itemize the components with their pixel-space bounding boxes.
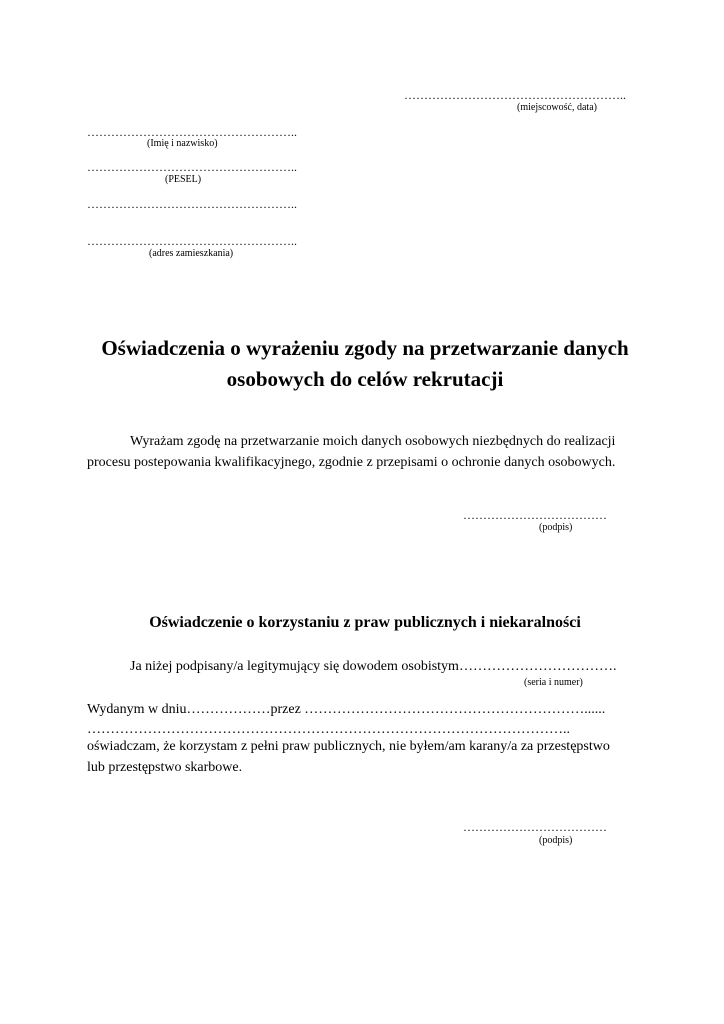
name-line: …………………………………………….. [87, 125, 297, 139]
statement-signature-label: (podpis) [539, 835, 573, 846]
place-date-label: (miejscowość, data) [517, 102, 597, 113]
statement-line-1: Ja niżej podpisany/a legitymujący się dowodem osobistym……………………………. [130, 659, 617, 674]
address-line-1: …………………………………………….. [87, 197, 297, 211]
name-label: (Imię i nazwisko) [147, 138, 218, 149]
consent-signature-label: (podpis) [539, 522, 573, 533]
place-date-line: ……………………………………………….. [404, 88, 626, 102]
statement-title: Oświadczenie o korzystaniu z praw publicznych i niekaralności [149, 614, 581, 631]
statement-line-4: oświadczam, że korzystam z pełni praw publicznych, nie byłem/am karany/a za przestępstwo [87, 739, 610, 754]
statement-line-5: lub przestępstwo skarbowe. [87, 760, 243, 775]
statement-signature-line: ……………………………… [463, 820, 607, 834]
id-number-label: (seria i numer) [524, 677, 583, 688]
consent-title-line-1: Oświadczenia o wyrażeniu zgody na przetwarzanie danych [101, 336, 629, 360]
statement-line-2: Wydanym w dniu………………przez ……………………………………………………...... [87, 702, 606, 717]
pesel-line: …………………………………………….. [87, 160, 297, 174]
address-label: (adres zamieszkania) [149, 248, 234, 259]
statement-line-3: ………………………………………………………………………………………….. [87, 722, 570, 737]
address-line-2: …………………………………………….. [87, 234, 297, 248]
consent-signature-line: ……………………………… [463, 508, 607, 522]
pesel-label: (PESEL) [165, 174, 202, 185]
consent-paragraph-line-1: Wyrażam zgodę na przetwarzanie moich danych osobowych niezbędnych do realizacji [130, 434, 616, 449]
consent-paragraph-line-2: procesu postepowania kwalifikacyjnego, zgodnie z przepisami o ochronie danych osobowych. [87, 455, 616, 470]
consent-title-line-2: osobowych do celów rekrutacji [226, 367, 504, 391]
